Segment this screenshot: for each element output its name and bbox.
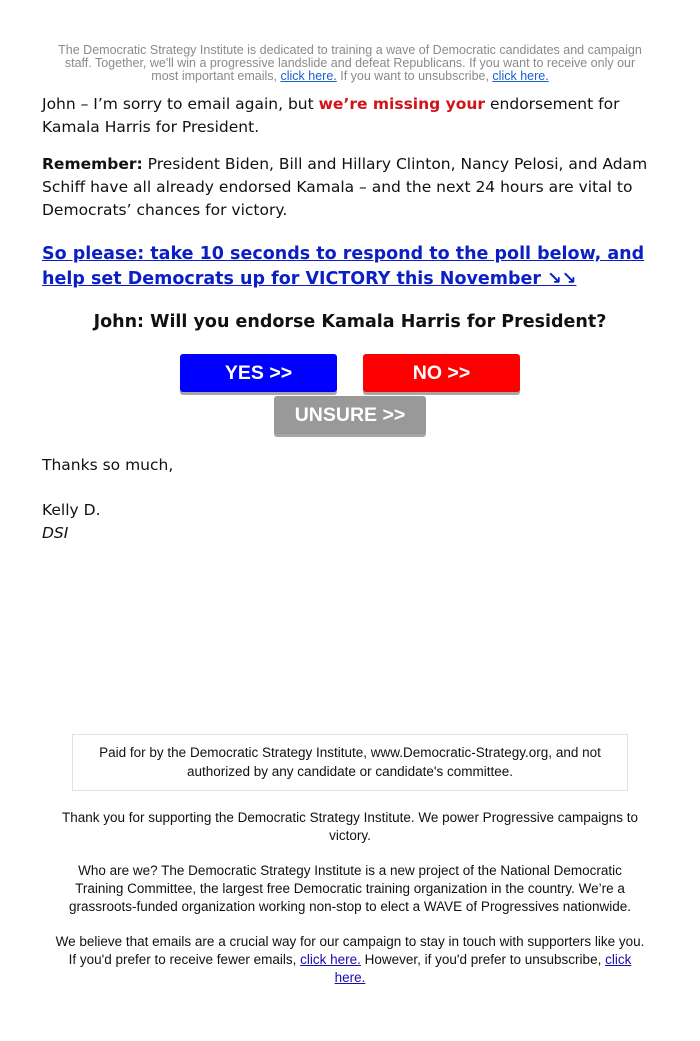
footer-emails-text: We believe that emails are a crucial way for our campaign to stay in touch with supporters like you. If you'd prefer to receive fewer emails, <box>55 934 645 967</box>
fewer-emails-link[interactable]: click here. <box>280 69 337 83</box>
unsubscribe-link[interactable]: click here. <box>492 69 549 83</box>
intro-paragraph <box>42 93 658 139</box>
footer-fewer-emails-link[interactable]: click here. <box>300 952 361 967</box>
email-body <box>0 93 700 545</box>
footer-emails <box>55 933 645 987</box>
preheader-notice <box>50 44 650 83</box>
remember-label: Remember: <box>42 155 143 173</box>
paid-for-disclaimer: Paid for by the Democratic Strategy Institute, www.Democratic-Strategy.org, and not authorized by any candidate or candidate's committee. <box>72 734 628 791</box>
no-button[interactable]: NO >> <box>363 354 520 392</box>
yes-button[interactable]: YES >> <box>180 354 337 392</box>
poll-question: John: Will you endorse Kamala Harris for President? <box>93 312 607 332</box>
footer-thanks: Thank you for supporting the Democratic Strategy Institute. We power Progressive campaigns to victory. <box>61 810 639 843</box>
signature-org: DSI <box>42 524 69 542</box>
poll-cta-link[interactable]: So please: take 10 seconds to respond to the poll below, and help set Democrats up for VICTORY this November ↘↘ <box>42 244 645 289</box>
thanks-text: Thanks so much, <box>42 456 174 474</box>
preheader-text: The Democratic Strategy Institute is dedicated to training a wave of Democratic candidates and campaign staff. Together, we'll win a progressive landslide and defeat Republicans. If you want to receive only our most important emails, <box>58 43 642 83</box>
footer-emails-mid: However, if you'd prefer to unsubscribe, <box>360 952 606 967</box>
intro-text-end: endorsement for Kamala Harris for President. <box>42 95 620 136</box>
footer <box>55 809 645 987</box>
intro-text-start: John – I’m sorry to email again, but <box>42 95 319 113</box>
remember-text: President Biden, Bill and Hillary Clinton, Nancy Pelosi, and Adam Schiff have all already endorsed Kamala – and the next 24 hours are vital to Democrats’ chances for victory. <box>42 155 648 219</box>
footer-unsubscribe-link[interactable]: click here. <box>334 952 632 985</box>
footer-about: Who are we? The Democratic Strategy Institute is a new project of the National Democratic Training Committee, the largest free Democratic training organization in the country. We’re a grassroots-funded organization working non-stop to elect a WAVE of Progressives nationwide. <box>68 863 632 914</box>
poll-buttons <box>42 354 658 392</box>
preheader-text-2: If you want to unsubscribe, <box>336 69 493 83</box>
unsure-button[interactable]: UNSURE >> <box>274 396 426 434</box>
signature-name: Kelly D. <box>42 501 101 519</box>
remember-paragraph <box>42 153 658 222</box>
intro-highlight: we’re missing your <box>318 95 486 113</box>
